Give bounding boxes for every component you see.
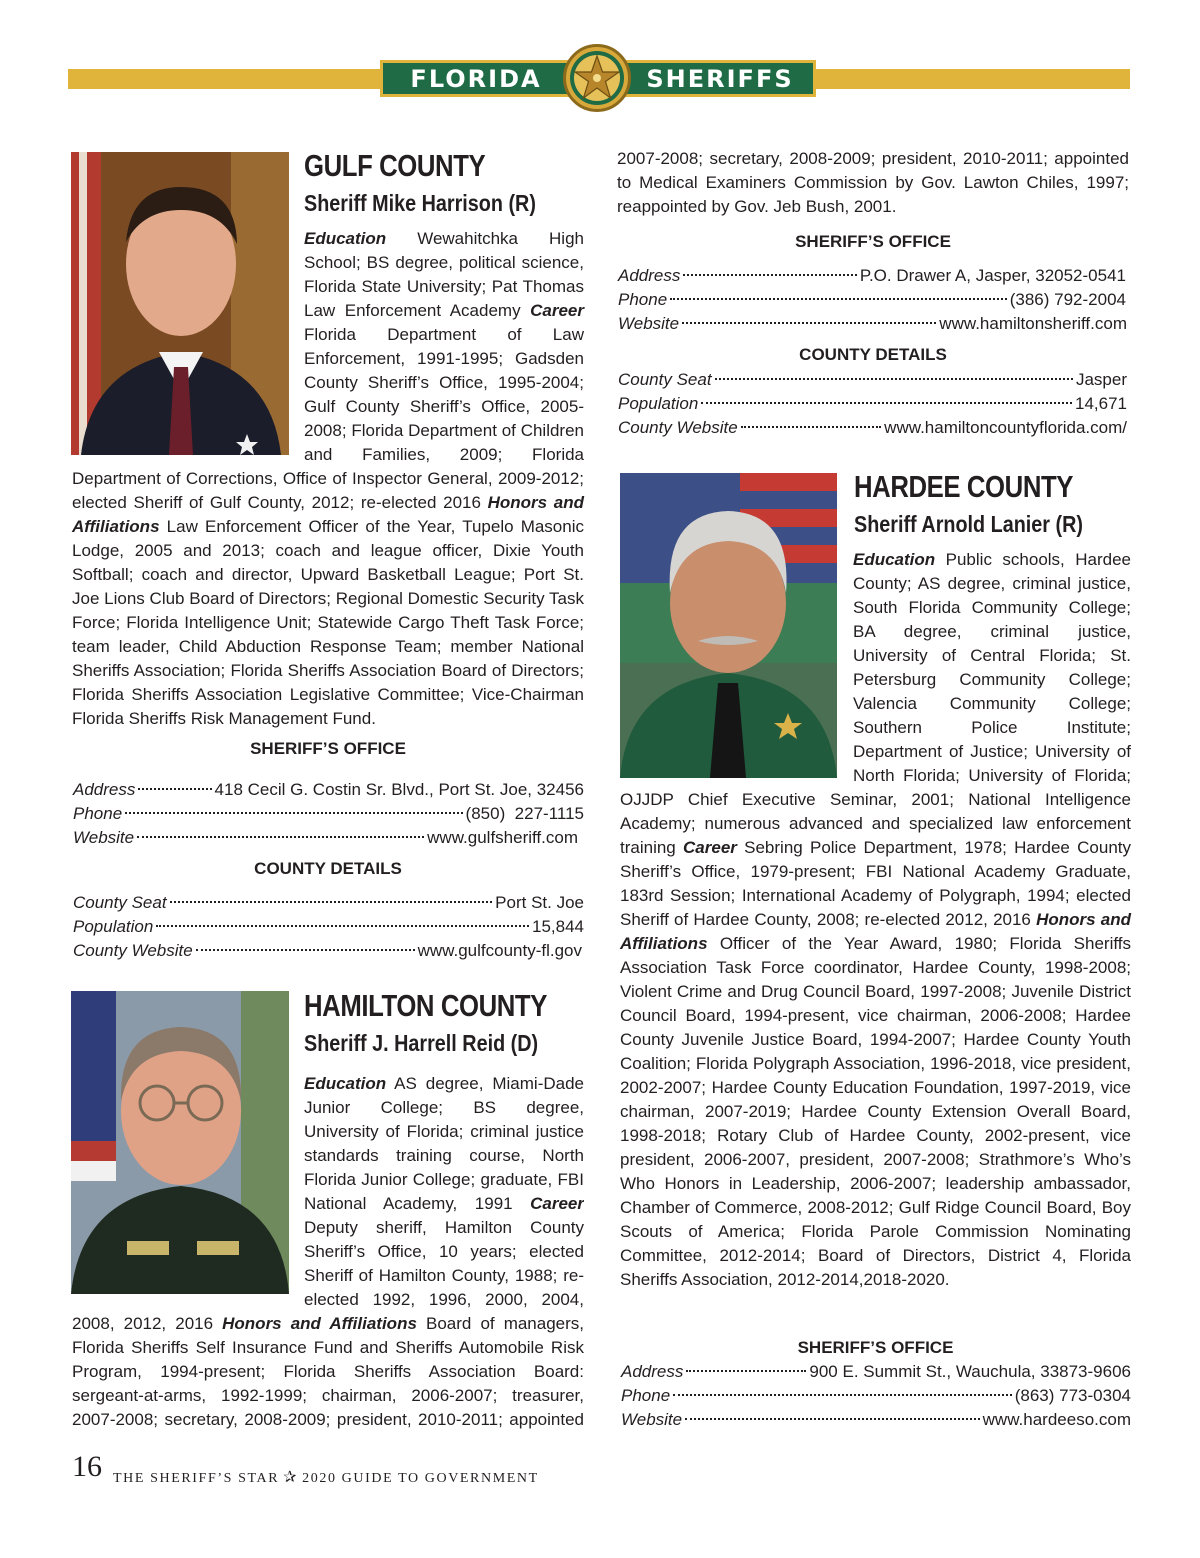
- footer-publication: THE SHERIFF’S STAR: [113, 1471, 280, 1486]
- gulf-address-value: 418 Cecil G. Costin Sr. Blvd., Port St. Joe, 32456: [214, 780, 584, 799]
- hamilton-honors-text: Board of managers, Florida Sheriffs Self Insurance Fund and Sheriffs Automobile Risk Program, 1994-present; Florida Sheriffs Association Board: sergeant-at-arms, 1992-1999; chairman, 2006-2007; treasurer, 2007-2008; secretary, 2008-2009; president, 2010-2011; appointed: [72, 1314, 584, 1429]
- gulf-career-text: Florida Department of Law Enforcement, 1991-1995; Gadsden County Sheriff’s Office, 1995-2004; Gulf County Sheriff’s Office, 2005-2008; Florida Department of Children and Families, 2009; Florida Department of Corrections, Office of Inspector General, 2009-2012; elected Sheriff of Gulf County, 2012; re-elected 2016: [72, 325, 584, 512]
- hardee-honors-text: Officer of the Year Award, 1980; Florida Sheriffs Association Task Force coordinator, Hardee County, 1998-2008; Violent Crime and Drug Council Board, 1997-2008; Juvenile District Council Board, 1994-present, vice chairman, 2006-2008; Hardee County Juvenile Justice Board, 1994-2007; Hardee County Youth Coalition; Florida Polygraph Association, 1996-2018, vice president, 2002-2007; Hardee County Education Foundation, 1997-2019, vice chairman, 2007-2019; Hardee County Extension Overall Board, 1998-2018; Rotary Club of Hardee County, 2002-present, vice president, 2006-2007, president, 2007-2008; Strathmore’s Who’s Who Honors in Leadership, 2006-2007; leadership ambassador, Chamber of Commerce, 2008-2012; Gulf Ridge Council Board, Boy Scouts of America; Florida Parole Commission Nominating Committee, 2012-2014; Board of Directors, District 4, Florida Sheriffs Association, 2012-2014,2018-2020.: [620, 934, 1131, 1289]
- gulf-county-title: GULF COUNTY: [304, 148, 486, 183]
- hamilton-details-heading: COUNTY DETAILS: [799, 345, 947, 364]
- gulf-phone-row: [73, 802, 584, 826]
- hardee-address-label: Address: [621, 1362, 684, 1381]
- hamilton-office-heading: SHERIFF’S OFFICE: [795, 232, 951, 251]
- hamilton-population-value: 14,671: [1075, 394, 1127, 413]
- hamilton-honors-label: Honors and Affiliations: [222, 1314, 417, 1333]
- gulf-county-website-link[interactable]: www.gulfcounty-fl.gov: [417, 941, 582, 960]
- hamilton-honors-text-cont: 2007-2008; secretary, 2008-2009; president, 2010-2011; appointed to Medical Examiners Commission by Gov. Lawton Chiles, 1997; reappointed by Gov. Jeb Bush, 2001.: [617, 149, 1129, 216]
- hardee-sheriff-name: Sheriff Arnold Lanier (R): [854, 511, 1083, 537]
- hamilton-county-website-row: [618, 416, 1127, 440]
- gulf-county-website-label: County Website: [73, 941, 193, 960]
- hardee-biography: [620, 548, 1131, 1292]
- hamilton-phone-label: Phone: [618, 290, 668, 309]
- hamilton-population-row: [618, 392, 1127, 416]
- hardee-education-text: Public schools, Hardee County; AS degree, criminal justice, South Florida Community College; BA degree, criminal justice, University of Central Florida; St. Petersburg Community College; Valencia Community College; Southern Police Institute; Department of Justice; University of North Florida; University of Florida; OJJDP Chief Executive Seminar, 2001; National Intelligence Academy; numerous advanced and specialized law enforcement training: [620, 550, 1131, 857]
- hamilton-career-label: Career: [530, 1194, 584, 1213]
- hardee-phone-row: [621, 1384, 1131, 1408]
- hardee-website-row: [621, 1408, 1131, 1432]
- hamilton-website-link[interactable]: www.hamiltonsheriff.com: [939, 314, 1127, 333]
- hamilton-seat-row: [618, 368, 1127, 392]
- sheriff-star-badge-icon: [563, 44, 631, 112]
- page-number: 16: [72, 1450, 102, 1483]
- header-label-sheriffs: SHERIFFS: [624, 60, 816, 97]
- gulf-honors-label: Honors and Affiliations: [72, 493, 584, 536]
- hamilton-biography-part2: [617, 148, 1129, 219]
- hardee-career-text: Sebring Police Department, 1978; Hardee County Sheriff’s Office, 1979-present; FBI National Academy Graduate, 183rd Session; International Academy of Polygraph, 1994; elected Sheriff of Hardee County, 2008; re-elected 2012, 2016: [620, 838, 1131, 929]
- hamilton-website-label: Website: [618, 314, 680, 333]
- hardee-phone-value: (863) 773-0304: [1014, 1386, 1131, 1405]
- gulf-phone-value: (850) 227-1115: [465, 804, 584, 823]
- gulf-population-label: Population: [73, 917, 154, 936]
- gulf-sheriff-name: Sheriff Mike Harrison (R): [304, 190, 536, 216]
- hardee-honors-label: Honors and Affiliations: [620, 910, 1131, 953]
- gulf-details-heading: COUNTY DETAILS: [254, 859, 402, 878]
- gulf-seat-row: [73, 891, 584, 915]
- hamilton-address-value: P.O. Drawer A, Jasper, 32052-0541: [859, 266, 1126, 285]
- gulf-office-heading: SHERIFF’S OFFICE: [250, 739, 406, 758]
- gulf-seat-label: County Seat: [73, 893, 167, 912]
- hamilton-phone-value: (386) 792-2004: [1009, 290, 1126, 309]
- gulf-website-row: [73, 826, 578, 850]
- hamilton-education-label: Education: [304, 1074, 387, 1093]
- hamilton-address-label: Address: [618, 266, 681, 285]
- hamilton-biography-part1: [72, 1072, 584, 1434]
- footer-guide: 2020 GUIDE TO GOVERNMENT: [302, 1471, 539, 1486]
- gulf-website-label: Website: [73, 828, 135, 847]
- hardee-website-label: Website: [621, 1410, 683, 1429]
- hamilton-education-text: AS degree, Miami-Dade Junior College; BS degree, University of Florida; criminal justice standards training course, North Florida Junior College; graduate, FBI National Academy, 1991: [304, 1074, 584, 1213]
- hamilton-biography-continuation: [617, 148, 1129, 220]
- hardee-phone-label: Phone: [621, 1386, 671, 1405]
- hardee-county-title: HARDEE COUNTY: [854, 469, 1074, 504]
- gulf-seat-value: Port St. Joe: [495, 893, 584, 912]
- hamilton-address-row: [618, 264, 1126, 288]
- gulf-population-row: [73, 915, 584, 939]
- hardee-address-row: [621, 1360, 1131, 1384]
- hamilton-county-website-link[interactable]: www.hamiltoncountyflorida.com/: [884, 418, 1127, 437]
- hardee-website-link[interactable]: www.hardeeso.com: [982, 1410, 1131, 1429]
- hamilton-sheriff-name: Sheriff J. Harrell Reid (D): [304, 1030, 539, 1056]
- hamilton-county-website-label: County Website: [618, 418, 738, 437]
- hamilton-career-text: Deputy sheriff, Hamilton County Sheriff’s Office, 10 years; elected Sheriff of Hamilton County, 1988; re-elected 1992, 1996, 2000, 2004, 2008, 2012, 2016: [72, 1218, 584, 1333]
- gulf-county-website-row: [73, 939, 582, 963]
- footer-publication-line: [113, 1467, 539, 1487]
- hardee-address-value: 900 E. Summit St., Wauchula, 33873-9606: [809, 1362, 1131, 1381]
- hamilton-seat-label: County Seat: [618, 370, 712, 389]
- footer-star-icon: ✰: [283, 1469, 299, 1486]
- header-label-florida: FLORIDA: [380, 60, 572, 97]
- hardee-career-label: Career: [683, 838, 737, 857]
- hardee-office-heading: SHERIFF’S OFFICE: [797, 1338, 954, 1357]
- gulf-education-text: Wewahitchka High School; BS degree, political science, Florida State University; Pat Thomas Law Enforcement Academy: [304, 229, 584, 320]
- gulf-honors-text: Law Enforcement Officer of the Year, Tupelo Masonic Lodge, 2005 and 2013; coach and league officer, Dixie Youth Softball; coach and director, Upward Basketball League; Port St. Joe Lions Club Board of Directors; Regional Domestic Security Task Force; Florida Intelligence Unit; Statewide Cargo Theft Task Force; team leader, Child Abduction Response Team; member National Sheriffs Association; Florida Sheriffs Association Board of Directors; Florida Sheriffs Association Legislative Committee; Vice-Chairman Florida Sheriffs Risk Management Fund.: [72, 517, 584, 728]
- hamilton-population-label: Population: [618, 394, 699, 413]
- gulf-career-label: Career: [530, 301, 584, 320]
- gulf-education-label: Education: [304, 229, 387, 248]
- gulf-phone-label: Phone: [73, 804, 123, 823]
- gulf-address-row: [73, 778, 584, 802]
- hamilton-seat-value: Jasper: [1075, 370, 1127, 389]
- hamilton-county-title: HAMILTON COUNTY: [304, 988, 547, 1023]
- hamilton-phone-row: [618, 288, 1126, 312]
- gulf-website-link[interactable]: www.gulfsheriff.com: [427, 828, 578, 847]
- gulf-biography: [72, 227, 584, 731]
- hardee-education-label: Education: [853, 550, 936, 569]
- hamilton-website-row: [618, 312, 1127, 336]
- gulf-address-label: Address: [73, 780, 136, 799]
- gulf-population-value: 15,844: [532, 917, 584, 936]
